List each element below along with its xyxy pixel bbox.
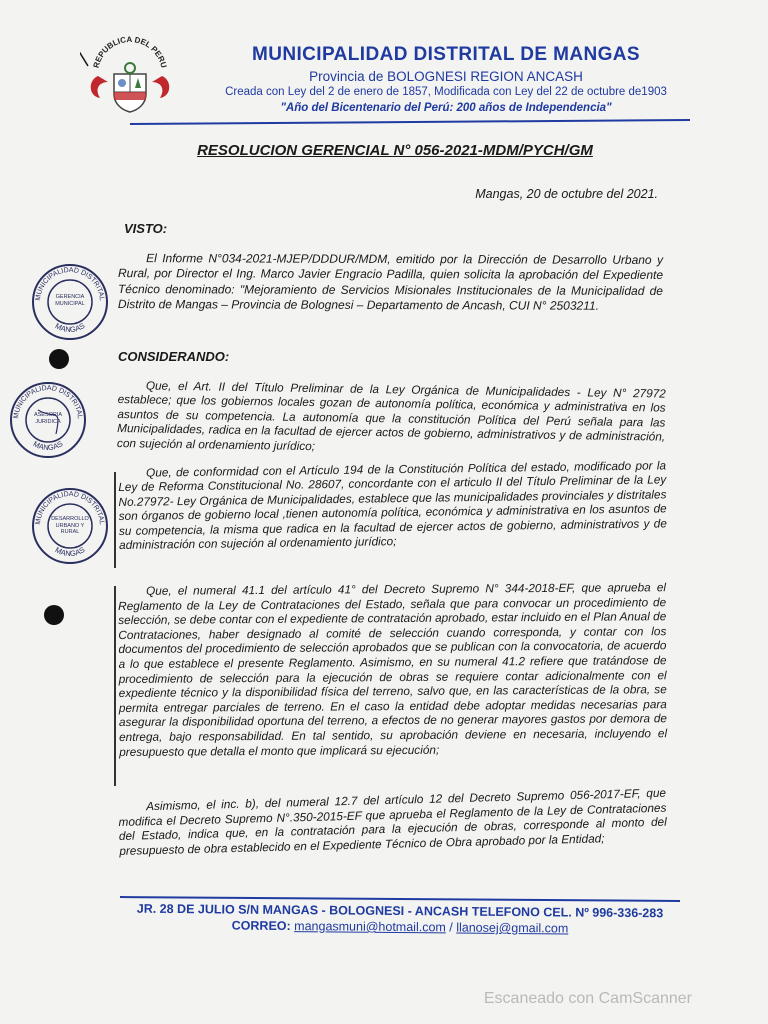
province-region: Provincia de BOLOGNESI REGION ANCASH [309,69,583,84]
considerando-paragraph-3: Que, el numeral 41.1 del artículo 41° del Decreto Supremo N° 344-2018-EF, que aprueba el Reglamento de la Ley de Contrataciones del Estado, señala que para convocar un procedimiento de selección, se debe contar con el expediente de contratación aprobado, estar incluido en el Plan Anual de Contrataciones, haber designado al comité de selección cuando corresponda, y contar con los documentos del procedimiento de selección aprobados que se publican con la convocatoria, de acuerdo a lo que establece el presente Reglamento. Asimismo, en su numeral 41.2 refiere que tratándose de procedimiento de selección para la ejecución de obras se requiere contar adicionalmente con el expediente técnico y la disponibilidad física del terreno, salvo que, en las características de la obra, se permita entregar parciales de terreno. En el caso la entidad debe adoptar medidas necesarias para asegurar la disponibilidad oportuna del terreno, a efectos de no generar mayores gastos por demora de entrega, bajo responsabilidad. En tal sentido, su aprobación deviene en necesaria, incluyendo el presupuesto que detalla el monto que implicará su ejecución; [118,580,668,759]
stamp-outer-text: MUNICIPALIDAD DISTRITAL [34,266,106,302]
crest-text: REPUBLICA DEL PERU [91,34,169,69]
email-link[interactable]: llanosej@gmail.com [456,920,569,936]
margin-line [114,586,116,786]
considerando-paragraph-1: Que, el Art. II del Título Preliminar de la Ley Orgánica de Municipalidades - Ley N° 27972 establece; que los gobiernos locales gozan de autonomía política, económica y administrativa en los asuntos de su competencia. La autonomía que la constitución Política del Perú señala para las Municipalidades, radica en la facultad de ejercer actos de gobierno, administrativos y de administración, con sujeción al ordenamiento jurídico; [116,378,666,453]
stamp-inner-text: GERENCIA MUNICIPAL [55,294,85,307]
desarrollo-urbano-stamp [30,486,110,566]
stamp-outer-text: MUNICIPALIDAD DISTRITAL [34,490,106,526]
year-motto: "Año del Bicentenario del Perú: 200 años de Independencia" [280,102,612,114]
considerando-paragraph-2: Que, de conformidad con el Artículo 194 de la Constitución Política del estado, modificado por la Ley de Reforma Constitucional No. 28607, concordante con el articulo II del Título Preliminar de la Ley No.27972- Ley Orgánica de Municipalidades, establece que las municipalidades provinciales y distritales son órganos de gobierno local ,tienen autonomía política, económica y administrativa en los asuntos de su competencia, la misma que radica en la facultad de ejercer actos de gobierno, administrativos y de administración con sujeción al ordenamiento jurídico; [118,458,667,553]
svg-text:MANGAS [54,545,87,558]
punch-hole [44,605,64,625]
gerencia-municipal-stamp [30,262,110,342]
stamp-bottom-text: MANGAS [53,321,87,335]
punch-hole [49,349,69,369]
scanner-watermark: Escaneado con CamScanner [483,990,692,1007]
stamp-outer-text: MUNICIPALIDAD DISTRITAL [12,384,84,420]
svg-text:MANGAS [54,321,87,334]
stamp-bottom-text: MANGAS [53,545,87,559]
creation-law: Creada con Ley del 2 de enero de 1857, Modificada con Ley del 22 de octubre de1903 [225,86,667,98]
svg-text:MANGAS [32,439,65,452]
email-label: CORREO: [231,918,291,934]
considerando-heading: CONSIDERANDO: [118,349,230,364]
considerando-paragraph-4: Asimismo, el inc. b), del numeral 12.7 del artículo 12 del Decreto Supremo 056-2017-EF, que modifica el Decreto Supremo N°.350-2015-EF que aprueba el Reglamento de la Ley de Contrataciones del Estado, indica que, en la contratación para la ejecución de obras, corresponde al monto del presupuesto de obra establecido en el Expediente Técnico de Obra aprobado por la Entidad; [118,785,667,858]
margin-line [114,472,116,568]
stamp-inner-text: ASESORIA JURIDICA [33,412,63,425]
peru-coat-of-arms-icon [80,26,180,118]
footer-contact [120,918,680,937]
stamp-inner-text: DESARROLLO URBANO Y RURAL [51,516,89,535]
document-date: Mangas, 20 de octubre del 2021. [475,187,658,201]
visto-heading: VISTO: [124,221,168,236]
resolution-title: RESOLUCION GERENCIAL N° 056-2021-MDM/PYCH/GM [197,142,593,159]
footer-divider [120,896,680,902]
visto-paragraph: El Informe N°034-2021-MJEP/DDDUR/MDM, emitido por la Dirección de Desarrollo Urbano y Rural, por Director el Ing. Marco Javier Engracio Padilla, quien solicita la aprobación del Expediente Técnico denominado: "Mejoramiento de Servicios Misionales Institucionales de la Municipalidad de Distrito de Mangas – Provincia de Bolognesi – Departamento de Ancash, CUI N° 2503211. [117,251,664,313]
email-link[interactable]: mangasmuni@hotmail.com [294,919,446,935]
email-separator: / [445,920,457,935]
stamp-bottom-text: MANGAS [31,439,65,453]
footer-address: JR. 28 DE JULIO S/N MANGAS - BOLOGNESI - ANCASH TELEFONO CEL. Nº 996-336-283 [136,901,664,921]
asesoria-juridica-stamp [8,380,88,460]
municipality-name: MUNICIPALIDAD DISTRITAL DE MANGAS [252,44,640,65]
header-divider [130,119,690,125]
